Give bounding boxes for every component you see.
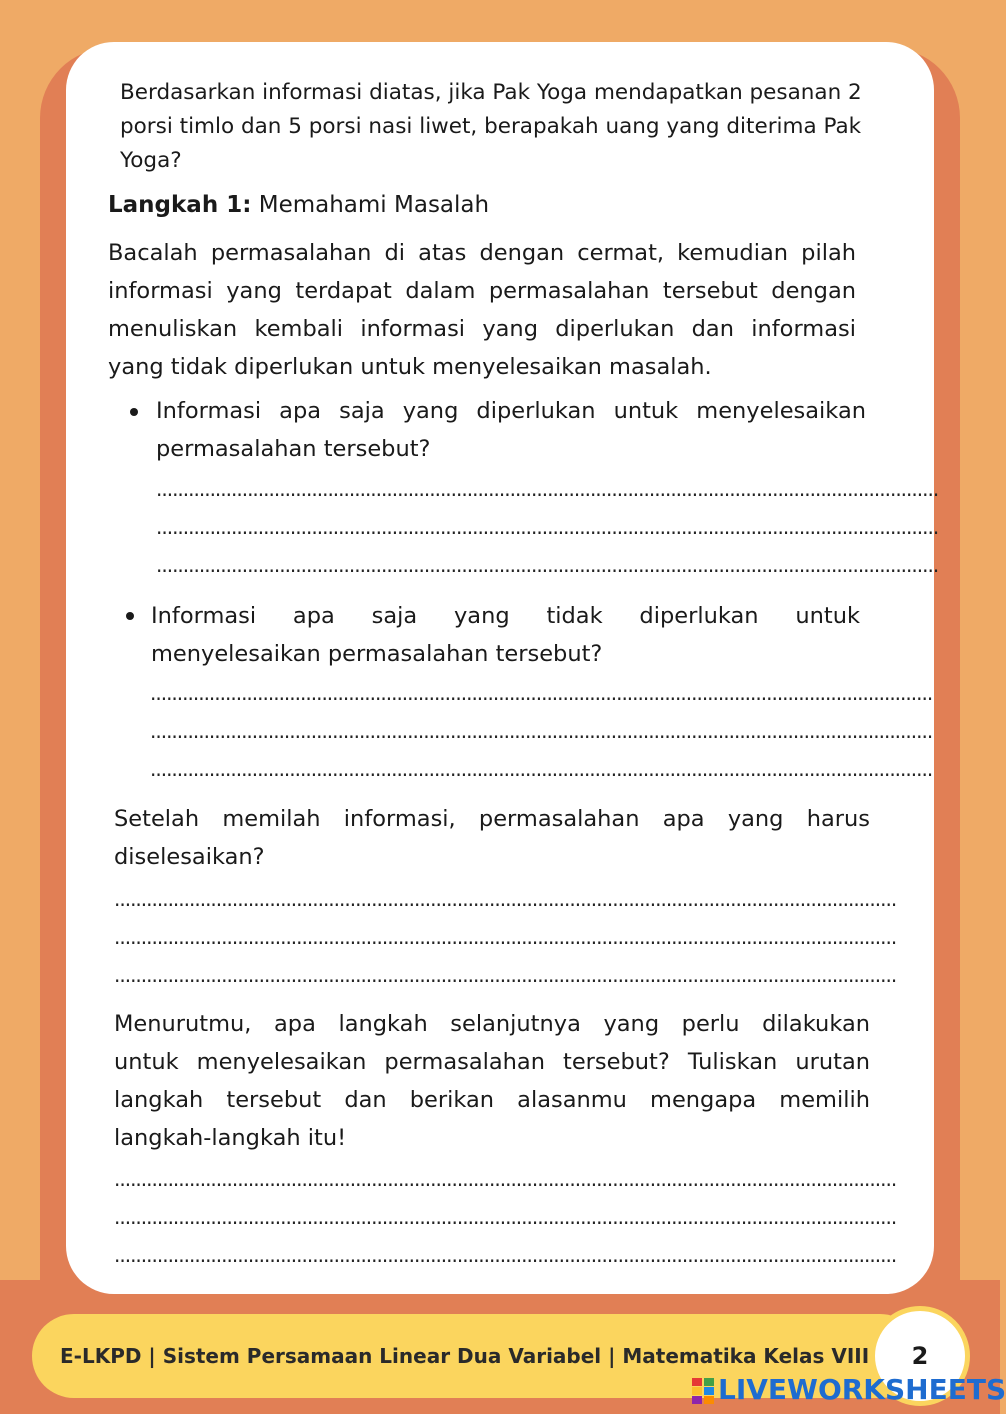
answer-field[interactable]: ..................................................................................................................................................: [114, 1243, 897, 1267]
question-line: langkah-langkah itu!: [114, 1125, 347, 1151]
instruction-line: menuliskan kembali informasi yang diperlukan dan informasi: [108, 316, 856, 342]
instruction-line: Bacalah permasalahan di atas dengan cermat, kemudian pilah: [108, 240, 856, 266]
answer-field[interactable]: ..................................................................................................................................................: [156, 477, 939, 501]
question-line: Informasi apa saja yang tidak diperlukan untuk: [151, 603, 860, 629]
answer-field[interactable]: ..................................................................................................................................................: [156, 515, 939, 539]
intro-text: [120, 76, 890, 178]
answer-field[interactable]: ..................................................................................................................................................: [114, 925, 897, 949]
question-problem: [114, 800, 870, 876]
question-line: permasalahan tersebut?: [156, 436, 431, 462]
intro-line: Berdasarkan informasi diatas, jika Pak Yoga mendapatkan pesanan 2: [120, 80, 862, 105]
question-line: menyelesaikan permasalahan tersebut?: [151, 641, 603, 667]
instruction-line: yang tidak diperlukan untuk menyelesaikan masalah.: [108, 354, 712, 380]
answer-field[interactable]: ..................................................................................................................................................: [150, 681, 933, 705]
footer-title: E-LKPD | Sistem Persamaan Linear Dua Variabel | Matematika Kelas VIII: [60, 1344, 870, 1368]
answer-field[interactable]: ..................................................................................................................................................: [150, 719, 933, 743]
question-needed-info: [156, 392, 866, 468]
bullet-icon: [126, 612, 134, 620]
answer-field[interactable]: ..................................................................................................................................................: [114, 1167, 897, 1191]
answer-field[interactable]: ..................................................................................................................................................: [150, 757, 933, 781]
question-next-steps: [114, 1005, 870, 1157]
instruction-line: informasi yang terdapat dalam permasalahan tersebut dengan: [108, 278, 856, 304]
intro-line: porsi timlo dan 5 porsi nasi liwet, berapakah uang yang diterima Pak: [120, 114, 862, 139]
step-label: Langkah 1:: [108, 192, 252, 218]
answer-field[interactable]: ..................................................................................................................................................: [114, 963, 897, 987]
step-heading: [108, 186, 489, 224]
question-unneeded-info: [151, 597, 860, 673]
page-number: 2: [911, 1342, 929, 1370]
question-line: diselesaikan?: [114, 844, 265, 870]
question-line: langkah tersebut dan berikan alasanmu mengapa memilih: [114, 1087, 870, 1113]
question-line: Menurutmu, apa langkah selanjutnya yang perlu dilakukan: [114, 1011, 870, 1037]
question-line: untuk menyelesaikan permasalahan tersebut? Tuliskan urutan: [114, 1049, 870, 1075]
answer-field[interactable]: ..................................................................................................................................................: [114, 887, 897, 911]
instruction-text: [108, 234, 856, 386]
liveworksheets-logo-icon: [692, 1378, 714, 1404]
liveworksheets-watermark: LIVEWORKSHEETS: [718, 1373, 1006, 1406]
question-line: Informasi apa saja yang diperlukan untuk menyelesaikan: [156, 398, 866, 424]
answer-field[interactable]: ..................................................................................................................................................: [114, 1205, 897, 1229]
step-title: Memahami Masalah: [258, 192, 490, 218]
question-line: Setelah memilah informasi, permasalahan apa yang harus: [114, 806, 870, 832]
bullet-icon: [130, 408, 138, 416]
intro-line: Yoga?: [120, 148, 182, 173]
answer-field[interactable]: ..................................................................................................................................................: [156, 553, 939, 577]
